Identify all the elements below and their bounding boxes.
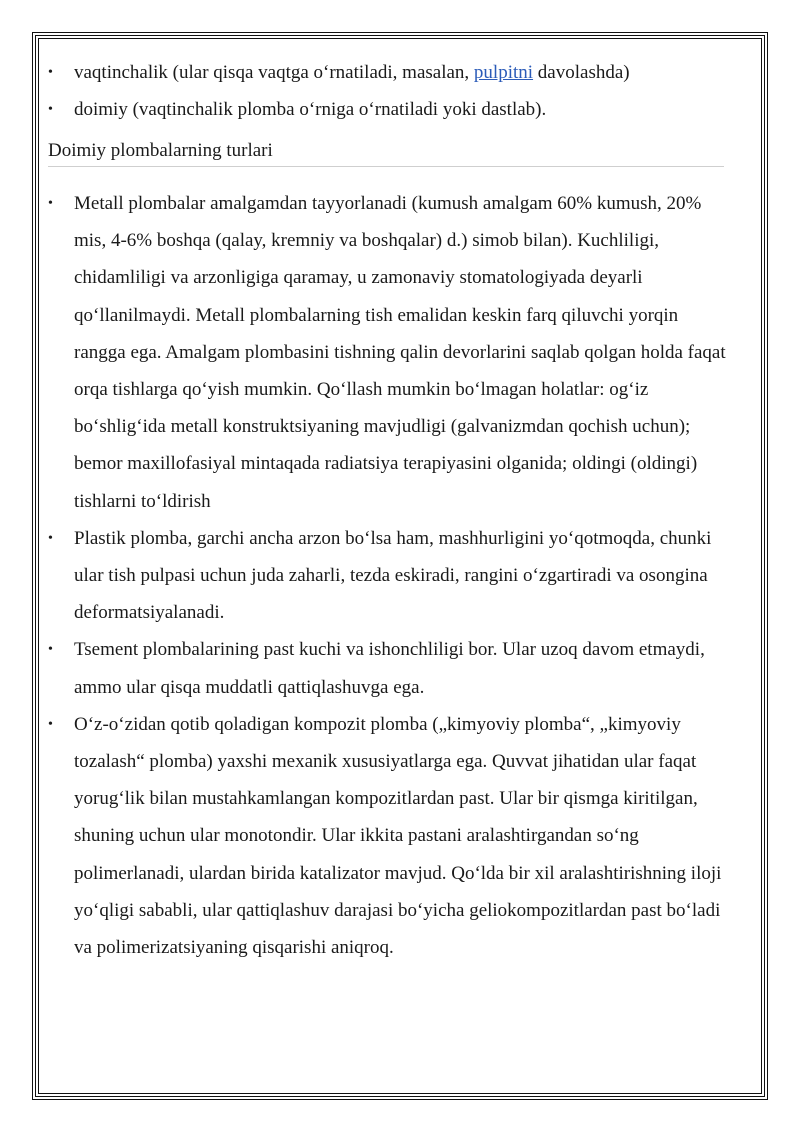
list-item-text: Metall plombalar amalgamdan tayyorlanadi (kumush amalgam 60% kumush, 20% mis, 4-6% boshqa (qalay, kremniy va boshqalar) d.) simob bilan). Kuchliligi, chidamliligi va arzonligiga qaramay, u zamonaviy stomatologiyada deyarli qo‘llanilmaydi. Metall plombalarning tish emalidan keskin farq qiluvchi yorqin rangga ega. Amalgam plombasini tishning qalin devorlarini saqlab qolgan holda faqat orqa tishlarga qo‘yish mumkin. Qo‘llash mumkin bo‘lmagan holatlar: og‘iz bo‘shlig‘ida metall konstruktsiyaning mavjudligi (galvanizmdan qochish uchun); bemor maxillofasiyal mintaqada radiatsiya terapiyasini olganida; oldingi (oldingi) tishlarni to‘ldirish [74,193,726,512]
bullet-icon: • [48,530,53,546]
bullet-icon: • [48,716,53,732]
list-item-text: doimiy (vaqtinchalik plomba o‘rniga o‘rnatiladi yoki dastlab). [74,99,547,120]
filling-duration-list [48,54,728,128]
list-item [48,631,728,705]
list-item-text-before: vaqtinchalik (ular qisqa vaqtga o‘rnatiladi, masalan, [74,62,474,83]
list-item [48,54,728,91]
pulpitis-link[interactable]: pulpitni [473,62,534,83]
list-item-text: O‘z-o‘zidan qotib qoladigan kompozit plomba („kimyoviy plomba“, „kimyoviy tozalash“ plomba) yaxshi mexanik xususiyatlarga ega. Quvvat jihatidan ular faqat yorug‘lik bilan mustahkamlangan kompozitlardan past. Ular bir qismga kiritilgan, shuning uchun ular monotondir. Ular ikkita pastani aralashtirgandan so‘ng polimerlanadi, ulardan birida katalizator mavjud. Qo‘lda bir xil aralashtirishning iloji yo‘qligi sababli, ular qattiqlashuv darajasi bo‘yicha geliokompozitlardan past bo‘ladi va polimerizatsiyaning qisqarishi aniqroq. [74,713,722,959]
list-item [48,706,728,966]
section-heading: Doimiy plombalarning turlari [48,136,724,167]
list-item [48,185,728,520]
filling-types-list [48,185,728,966]
bullet-icon: • [48,102,53,117]
bullet-icon: • [48,65,53,80]
list-item-text: Plastik plomba, garchi ancha arzon bo‘lsa ham, mashhurligini yo‘qotmoqda, chunki ular tish pulpasi uchun juda zaharli, tezda eskiradi, rangini o‘zgartiradi va osongina deformatsiyalanadi. [74,527,712,624]
list-item [48,91,728,128]
list-item-text-after: davolashda) [533,62,630,83]
list-item [48,520,728,632]
document-body [48,54,728,966]
list-item-text: Tsement plombalarining past kuchi va ishonchliligi bor. Ular uzoq davom etmaydi, ammo ular qisqa muddatli qattiqlashuvga ega. [74,639,705,698]
bullet-icon: • [48,196,53,211]
bullet-icon: • [48,642,53,658]
